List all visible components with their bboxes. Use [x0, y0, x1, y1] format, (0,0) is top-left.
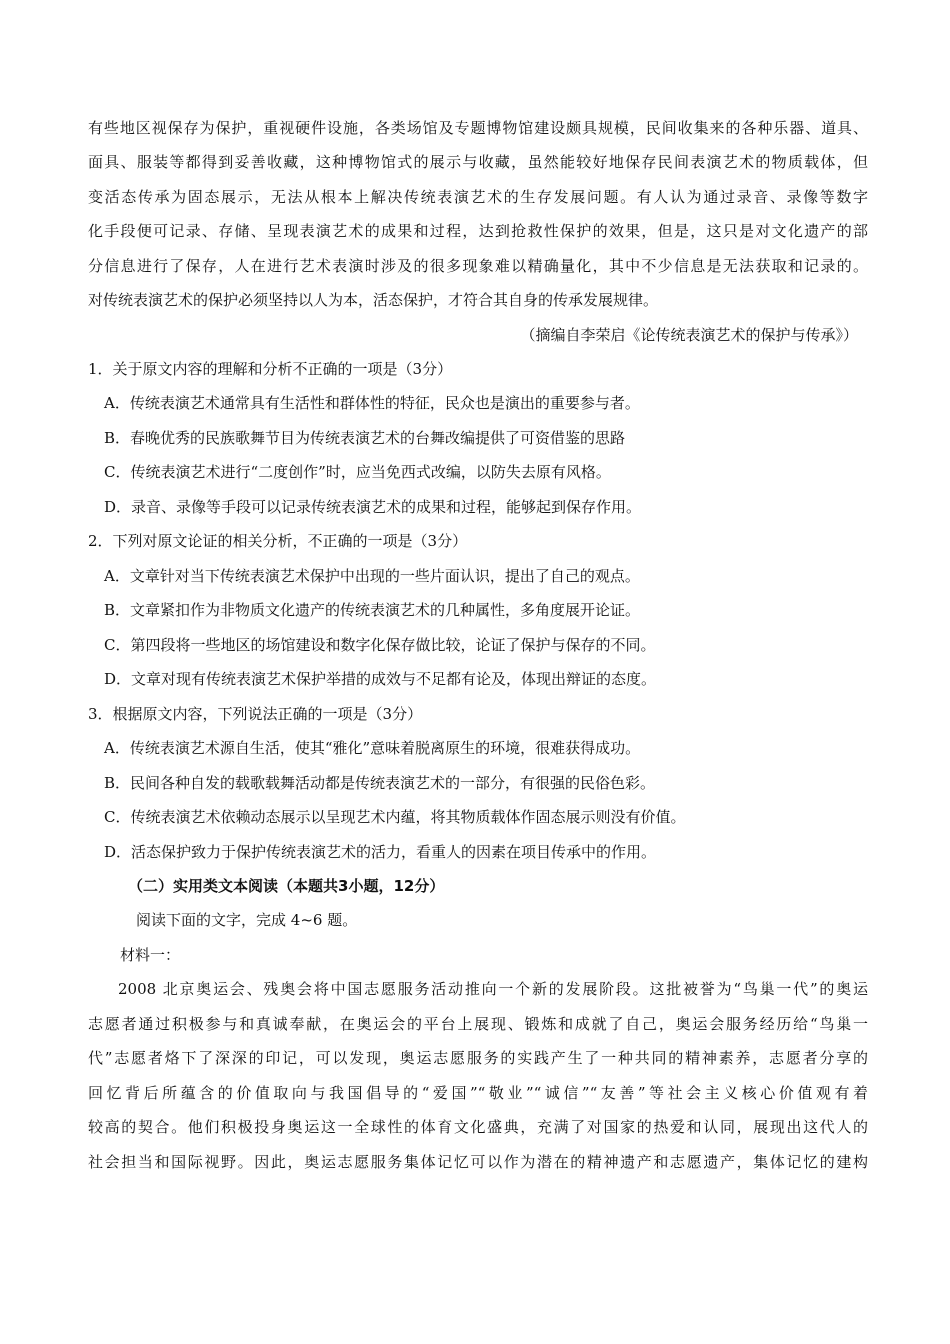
question-1-stem: 1．关于原文内容的理解和分析不正确的一项是（3分）	[88, 360, 453, 378]
material-line: 2008 北京奥运会、残奥会将中国志愿服务活动推向一个新的发展阶段。这批被誉为“鸟巢一代”的奥运	[118, 980, 868, 998]
material-1-label: 材料一：	[120, 946, 181, 964]
question-3-option-d: D．活态保护致力于保护传统表演艺术的活力，看重人的因素在项目传承中的作用。	[104, 843, 657, 861]
question-1-option-b: B．春晚优秀的民族歌舞节目为传统表演艺术的台舞改编提供了可资借鉴的思路	[104, 429, 626, 447]
question-2-stem: 2．下列对原文论证的相关分析，不正确的一项是（3分）	[88, 532, 468, 550]
question-2-option-c: C．第四段将一些地区的场馆建设和数字化保存做比较，论证了保护与保存的不同。	[104, 636, 656, 654]
passage-line: 化手段便可记录、存储、呈现表演艺术的成果和过程，达到抢救性保护的效果，但是，这只是对文化遗产的部	[88, 222, 868, 240]
passage-source: （摘编自李荣启《论传统表演艺术的保护与传承》）	[520, 326, 858, 344]
passage-line: 面具、服装等都得到妥善收藏，这种博物馆式的展示与收藏，虽然能较好地保存民间表演艺术的物质载体，但	[88, 153, 868, 171]
passage-line: 变活态传承为固态展示，无法从根本上解决传统表演艺术的生存发展问题。有人认为通过录音、录像等数字	[88, 188, 868, 206]
material-line: 较高的契合。他们积极投身奥运这一全球性的体育文化盛典，充满了对国家的热爱和认同，展现出这代人的	[88, 1118, 868, 1136]
question-2-option-b: B．文章紧扣作为非物质文化遗产的传统表演艺术的几种属性，多角度展开论证。	[104, 601, 641, 619]
question-3-option-c: C．传统表演艺术依赖动态展示以呈现艺术内蕴，将其物质载体作固态展示则没有价值。	[104, 808, 686, 826]
material-line: 社会担当和国际视野。因此，奥运志愿服务集体记忆可以作为潜在的精神遗产和志愿遗产，集体记忆的建构	[88, 1153, 868, 1171]
question-1-option-c: C．传统表演艺术进行“二度创作”时，应当免西式改编，以防失去原有风格。	[104, 463, 611, 481]
passage-line: 对传统表演艺术的保护必须坚持以人为本，活态保护，才符合其自身的传承发展规律。	[88, 291, 659, 309]
section-2-title: （二）实用类文本阅读（本题共3小题，12分）	[128, 877, 445, 895]
question-2-option-a: A．文章针对当下传统表演艺术保护中出现的一些片面认识，提出了自己的观点。	[104, 567, 640, 585]
section-2-instruction: 阅读下面的文字，完成 4~6 题。	[136, 911, 358, 929]
question-3-option-a: A．传统表演艺术源自生活，使其“雅化”意味着脱离原生的环境，很难获得成功。	[104, 739, 641, 757]
question-2-option-d: D．文章对现有传统表演艺术保护举措的成效与不足都有论及，体现出辩证的态度。	[104, 670, 657, 688]
passage-line: 分信息进行了保存，人在进行艺术表演时涉及的很多现象难以精确量化，其中不少信息是无法获取和记录的。	[88, 257, 868, 275]
material-line: 回忆背后所蕴含的价值取向与我国倡导的“爱国”“敬业”“诚信”“友善”等社会主义核心价值观有着	[88, 1084, 868, 1102]
material-line: 志愿者通过积极参与和真诚奉献，在奥运会的平台上展现、锻炼和成就了自己，奥运会服务经历给“鸟巢一	[88, 1015, 868, 1033]
material-line: 代”志愿者烙下了深深的印记，可以发现，奥运志愿服务的实践产生了一种共同的精神素养，志愿者分享的	[88, 1049, 868, 1067]
question-1-option-d: D．录音、录像等手段可以记录传统表演艺术的成果和过程，能够起到保存作用。	[104, 498, 642, 516]
question-1-option-a: A．传统表演艺术通常具有生活性和群体性的特征，民众也是演出的重要参与者。	[104, 394, 640, 412]
question-3-stem: 3．根据原文内容，下列说法正确的一项是（3分）	[88, 705, 423, 723]
question-3-option-b: B．民间各种自发的载歌载舞活动都是传统表演艺术的一部分，有很强的民俗色彩。	[104, 774, 656, 792]
passage-line: 有些地区视保存为保护，重视硬件设施，各类场馆及专题博物馆建设颇具规模，民间收集来的各种乐器、道具、	[88, 119, 868, 137]
